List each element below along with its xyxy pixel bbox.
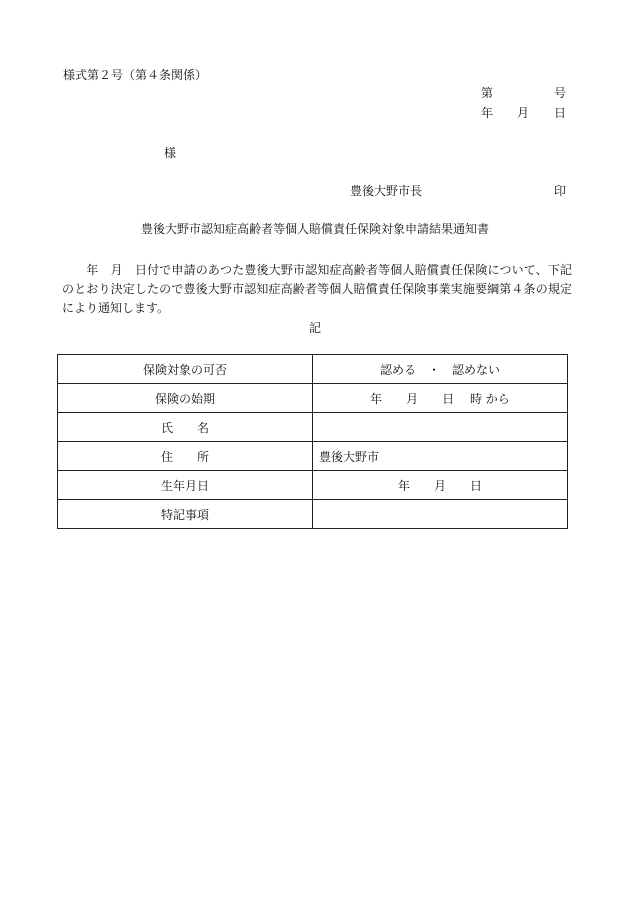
table-row [58,442,568,471]
table-row [58,413,568,442]
document-number-label: 第 [481,86,494,100]
row-value: 年 月 日 [313,471,568,500]
row-label: 生年月日 [58,471,313,500]
row-value: 豊後大野市 [313,442,568,471]
row-value: 認める ・ 認めない [313,355,568,384]
row-label: 氏 名 [58,413,313,442]
row-label: 保険対象の可否 [58,355,313,384]
date-month-label: 月 [517,106,530,120]
table-row [58,471,568,500]
row-label: 保険の始期 [58,384,313,413]
form-number: 様式第２号（第４条関係） [63,68,208,82]
row-label: 住 所 [58,442,313,471]
date-day-label: 日 [554,106,567,120]
row-value: 年 月 日 時 から [313,384,568,413]
table-row [58,384,568,413]
date-year-label: 年 [481,106,494,120]
ki-heading: 記 [308,321,321,335]
issuer-name: 豊後大野市長 [350,184,423,198]
table-row [58,355,568,384]
table-row [58,500,568,529]
row-value [313,500,568,529]
document-number-suffix: 号 [554,86,567,100]
row-value [313,413,568,442]
row-label: 特記事項 [58,500,313,529]
seal-mark: 印 [554,184,567,198]
addressee-honorific: 様 [164,146,177,160]
result-table [57,354,568,529]
body-paragraph: 年 月 日付で申請のあつた豊後大野市認知症高齢者等個人賠償責任保険について、下記のとおり決定したので豊後大野市認知症高齢者等個人賠償責任保険事業実施要綱第４条の規定により通知します。 [62,263,572,315]
document-title: 豊後大野市認知症高齢者等個人賠償責任保険対象申請結果通知書 [140,222,489,236]
